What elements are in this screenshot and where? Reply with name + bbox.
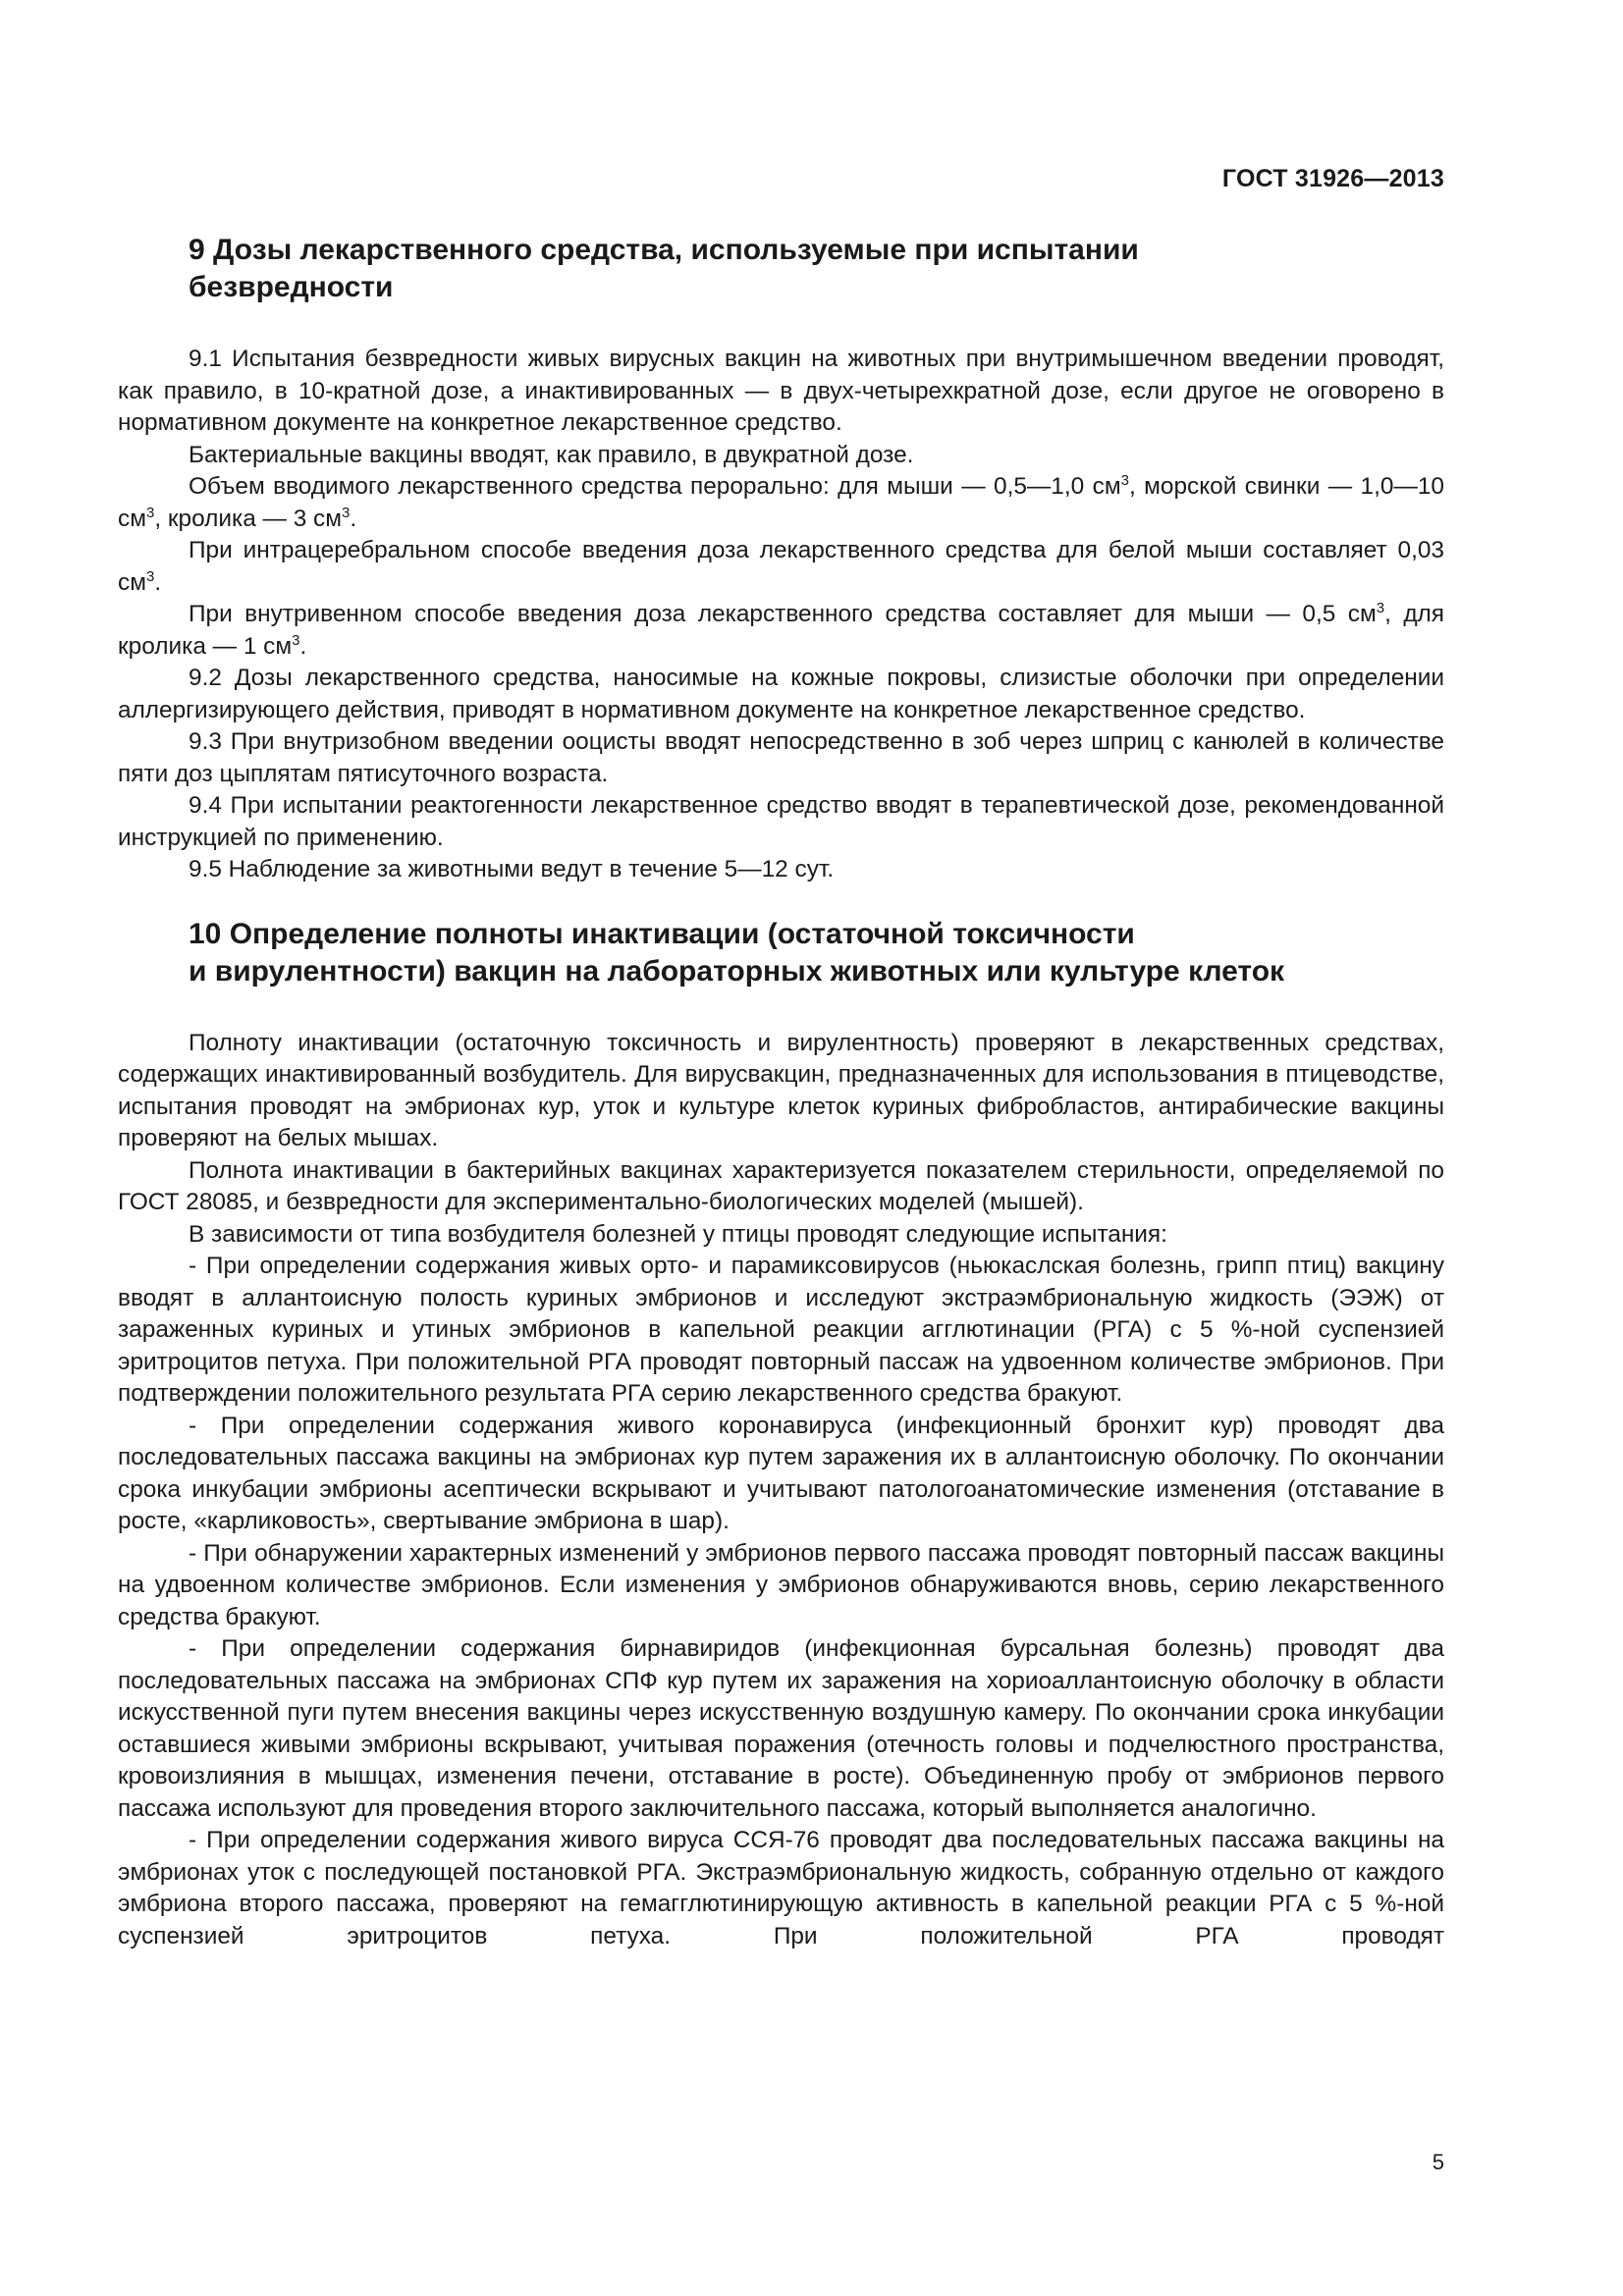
clause-9-2: 9.2 Дозы лекарственного средства, наносимые на кожные покровы, слизистые оболочки при определении аллергизирующего действия, приводят в нормативном документе на конкретное лекарственное средство. (118, 665, 1444, 723)
section-10-item-paramyxovirus: - При определении содержания живых орто- и парамиксовирусов (ньюкаслская болезнь, грипп птиц) вакцину вводят в аллантоисную полость куриных эмбрионов и исследуют экстраэмбриональную жидкость (ЭЭЖ) от зараженных куриных и утиных эмбрионов в капельной реакции агглютинации (РГА) с 5 %-ной суспензией эритроцитов петуха. При положительной РГА проводят повторный пассаж на удвоенном количестве эмбрионов. При подтверждении положительного результата РГА серию лекарственного средства бракуют. (118, 1253, 1444, 1407)
document-code: ГОСТ 31926—2013 (1221, 165, 1444, 192)
page-content (118, 232, 1444, 1952)
intravenous-dose-text-a: При внутривенном способе введения доза лекарственного средства составляет для мыши — 0,5 см (189, 601, 1377, 627)
section-10-item-egg-drop-virus: - При определении содержания живого вируса ССЯ-76 проводят два последовательных пассажа вакцины на эмбрионах уток с последующей постановкой РГА. Экстраэмбриональную жидкость, собранную отдельно от каждого эмбриона второго пассажа, проверяют на гемагглютинирующую активность в капельной реакции РГА с 5 %-ной суспензией эритроцитов петуха. При положительной РГА проводят (118, 1827, 1444, 1949)
section-10-heading (189, 916, 1444, 990)
section-10-item-coronavirus: - При определении содержания живого коронавируса (инфекционный бронхит кур) проводят два последовательных пассажа вакцины на эмбрионах кур путем заражения их в аллантоисную оболочку. По окончании срока инкубации эмбрионы асептически вскрывают и учитывают патологоанатомические изменения (отставание в росте, «карликовость», свертывание эмбриона в шар). (118, 1412, 1444, 1534)
intravenous-dose-text-c: . (299, 632, 307, 660)
section-10-heading-line-1: 10 Определение полноты инактивации (остаточной токсичности (189, 917, 1135, 950)
intracerebral-dose-text-a: При интрацеребральном способе введения доза лекарственного средства для белой мыши составляет 0,03 см (118, 537, 1444, 596)
superscript-3: 3 (292, 631, 300, 649)
page-number: 5 (1432, 2150, 1444, 2174)
superscript-3: 3 (145, 567, 155, 585)
clause-9-5: 9.5 Наблюдение за животными ведут в течение 5—12 сут. (189, 856, 835, 882)
intracerebral-dose-paragraph (118, 535, 1444, 599)
section-10-item-birnavirus: - При определении содержания бирнавиридов (инфекционная бурсальная болезнь) проводят два последовательных пассажа на эмбрионах СПФ кур путем их заражения на хориоаллантоисную оболочку в области искусственной пуги путем внесения вакцины через искусственную воздушную камеру. По окончании срока инкубации оставшиеся живыми эмбрионы вскрывают, учитывая поражения (отечность головы и подчелюстного пространства, кровоизлияния в мышцах, изменения печени, отставание в росте). Объединенную пробу от эмбрионов первого пассажа используют для проведения второго заключительного пассажа, который выполняется аналогично. (118, 1635, 1444, 1822)
section-10-item-repeat-passage: - При обнаружении характерных изменений у эмбрионов первого пассажа проводят повторный пассаж вакцины на удвоенном количестве эмбрионов. Если изменения у эмбрионов обнаруживаются вновь, серию лекарственного средства бракуют. (118, 1539, 1444, 1630)
intravenous-dose-paragraph (118, 599, 1444, 663)
superscript-3: 3 (1120, 471, 1129, 489)
superscript-3: 3 (145, 504, 155, 521)
clause-9-4: 9.4 При испытании реактогенности лекарственное средство вводят в терапевтической дозе, рекомендованной инструкцией по применению. (118, 792, 1444, 851)
intracerebral-dose-text-b: . (154, 568, 162, 596)
intravenous-dose-text-b: , для кролика — 1 см (118, 601, 1444, 660)
oral-dose-text-b: , морской свинки — 1,0—10 см (118, 473, 1444, 532)
section-10-heading-line-2: и вирулентности) вакцин на лабораторных животных или культуре клеток (189, 954, 1285, 988)
superscript-3: 3 (342, 504, 351, 521)
clause-9-3: 9.3 При внутризобном введении ооцисты вводят непосредственно в зоб через шприц с канюлей в количестве пяти доз цыплятам пятисуточного возраста. (118, 728, 1444, 787)
section-10-paragraph-1: Полноту инактивации (остаточную токсичность и вирулентность) проверяют в лекарственных средствах, содержащих инактивированный возбудитель. Для вирусвакцин, предназначенных для использования в птицеводстве, испытания проводят на эмбрионах кур, уток и культуре клеток куриных фибробластов, антирабические вакцины проверяют на белых мышах. (118, 1029, 1444, 1151)
oral-dose-paragraph (118, 471, 1444, 535)
oral-dose-text-d: . (350, 505, 357, 532)
superscript-3: 3 (1376, 599, 1385, 616)
section-9-heading-line-2: безвредности (189, 271, 394, 303)
oral-dose-text-a: Объем вводимого лекарственного средства перорально: для мыши — 0,5—1,0 см (189, 473, 1121, 500)
oral-dose-text-c: , кролика — 3 см (154, 505, 343, 532)
clause-9-1: 9.1 Испытания безвредности живых вирусных вакцин на животных при внутримышечном введении проводят, как правило, в 10-кратной дозе, а инактивированных — в двух-четырехкратной дозе, если другое не оговорено в нормативном документе на конкретное лекарственное средство. (118, 346, 1444, 436)
section-9-heading (189, 232, 1444, 306)
section-10-paragraph-3: В зависимости от типа возбудителя болезней у птицы проводят следующие испытания: (189, 1220, 1167, 1248)
section-10-paragraph-2: Полнота инактивации в бактерийных вакцинах характеризуется показателем стерильности, определяемой по ГОСТ 28085, и безвредности для экспериментально-биологических моделей (мышей). (118, 1156, 1444, 1215)
bacterial-vaccines-paragraph: Бактериальные вакцины вводят, как правило, в двукратной дозе. (189, 441, 914, 468)
section-9-heading-line-1: 9 Дозы лекарственного средства, используемые при испытании (189, 234, 1139, 266)
